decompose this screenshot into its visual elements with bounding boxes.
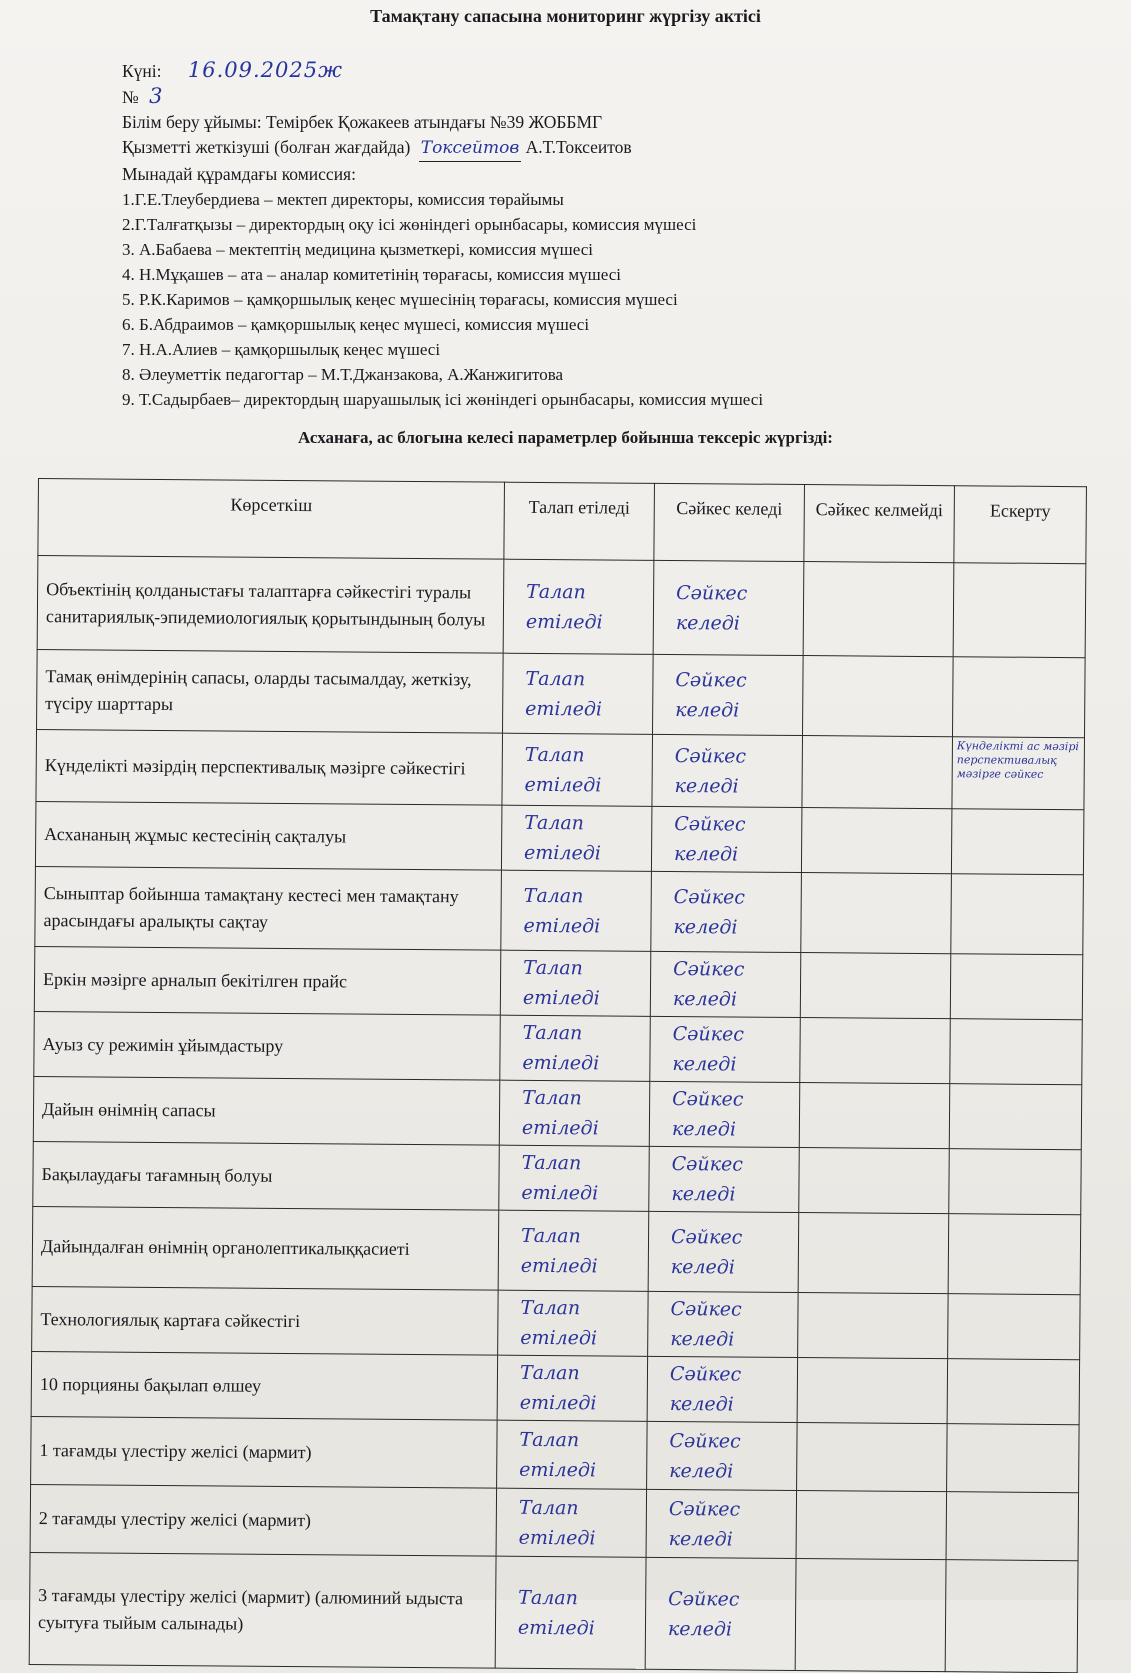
complies-cell: Сәйкес келеді	[648, 1211, 799, 1292]
date-row	[122, 58, 763, 84]
table-row	[37, 649, 1086, 737]
required-cell: Талап етіледі	[496, 1488, 647, 1557]
table-row	[32, 1206, 1081, 1294]
indicator-cell: 1 тағамды үлестіру желісі (мармит)	[31, 1416, 498, 1488]
table-row	[32, 1286, 1080, 1359]
note-cell	[946, 1492, 1079, 1561]
table-row	[34, 946, 1082, 1019]
organization-line: Білім беру ұйымы: Темірбек Қожакеев атындағы №39 ЖОББМГ	[122, 112, 603, 132]
required-cell: Талап етіледі	[501, 870, 652, 951]
member-item: 8. Әлеуметтік педагогтар – М.Т.Джанзакова, А.Жанжигитова	[122, 365, 564, 384]
required-cell: Талап етіледі	[500, 1015, 651, 1081]
note-cell	[948, 1294, 1081, 1360]
note-cell	[951, 874, 1084, 955]
member-item: 5. Р.К.Каримов – қамқоршылық кеңес мүшесінің төрағасы, комиссия мүшесі	[122, 290, 678, 309]
required-cell: Талап етіледі	[502, 733, 653, 806]
table-row	[34, 1011, 1082, 1084]
required-cell: Талап етіледі	[499, 1145, 650, 1211]
note-cell	[949, 1149, 1082, 1215]
date-value: 16.09.2025ж	[187, 58, 343, 82]
member-item: 1.Г.Е.Тлеубердиева – мектеп директоры, комиссия төрайымы	[122, 190, 564, 209]
supplier-name: А.Т.Токсеитов	[525, 137, 632, 157]
required-cell: Талап етіледі	[495, 1556, 646, 1669]
note-cell	[949, 1084, 1082, 1150]
required-cell: Талап етіледі	[497, 1355, 648, 1421]
indicator-cell: 2 тағамды үлестіру желісі (мармит)	[30, 1484, 497, 1556]
not-complies-cell	[799, 1083, 950, 1149]
table-row	[33, 1141, 1081, 1214]
note-cell	[952, 657, 1085, 738]
table-row	[31, 1416, 1080, 1492]
complies-cell: Сәйкес келеді	[649, 1081, 800, 1147]
inspection-subtitle: Асханаға, ас блогына келесі параметрлер бойынша тексеріс жүргізді:	[298, 428, 833, 447]
number-row	[122, 84, 763, 110]
not-complies-cell	[800, 953, 951, 1019]
note-cell	[947, 1359, 1080, 1425]
supplier-signature	[419, 135, 522, 162]
table-row	[31, 1351, 1079, 1424]
note-cell	[950, 954, 1083, 1020]
indicator-cell: Бақылаудағы тағамның болуы	[33, 1141, 499, 1210]
required-cell: Талап етіледі	[501, 805, 652, 871]
indicator-cell: Сыныптар бойынша тамақтану кестесі мен тамақтану арасындағы аралықты сақтау	[35, 866, 502, 950]
indicator-cell: Ауыз су режимін ұйымдастыру	[34, 1011, 500, 1080]
indicator-cell: 10 порцияны бақылап өлшеу	[31, 1351, 497, 1420]
note-cell	[945, 1560, 1078, 1673]
inspection-table	[29, 478, 1087, 1673]
required-cell: Талап етіледі	[498, 1210, 649, 1291]
indicator-cell: Технологиялық картаға сәйкестігі	[32, 1286, 498, 1355]
indicator-cell: Дайындалған өнімнің органолептикалыққасиеті	[32, 1206, 499, 1290]
note-cell	[953, 563, 1086, 658]
complies-cell: Сәйкес келеді	[648, 1291, 799, 1357]
member-item: 6. Б.Абдраимов – қамқоршылық кеңес мүшесі, комиссия мүшесі	[122, 315, 590, 334]
column-header-note: Ескерту	[954, 486, 1087, 564]
complies-cell: Сәйкес келеді	[651, 871, 802, 952]
complies-cell: Сәйкес келеді	[650, 1016, 801, 1082]
table-row	[29, 1552, 1078, 1672]
not-complies-cell	[797, 1422, 948, 1491]
complies-cell: Сәйкес келеді	[651, 806, 802, 872]
not-complies-cell	[803, 562, 954, 657]
complies-cell: Сәйкес келеді	[646, 1489, 797, 1558]
required-cell: Талап етіледі	[500, 950, 651, 1016]
note-cell	[951, 809, 1084, 875]
note-cell	[947, 1424, 1080, 1493]
number-label: №	[122, 87, 139, 107]
required-cell: Талап етіледі	[503, 653, 654, 734]
table-header-row	[38, 479, 1087, 564]
column-header-complies: Сәйкес келеді	[654, 483, 805, 561]
required-cell: Талап етіледі	[499, 1080, 650, 1146]
supplier-label: Қызметті жеткізуші (болған жағдайда)	[122, 137, 411, 157]
not-complies-cell	[802, 736, 953, 809]
indicator-cell: Күнделікті мәзірдің перспективалық мәзірге сәйкестігі	[36, 729, 503, 805]
complies-cell: Сәйкес келеді	[649, 1146, 800, 1212]
indicator-cell: Объектінің қолданыстағы талаптарға сәйкестігі туралы санитариялық-эпидемиологиялық қорытындының болуы	[37, 556, 504, 654]
table-row	[36, 729, 1085, 809]
not-complies-cell	[798, 1212, 949, 1293]
required-cell: Талап етіледі	[498, 1290, 649, 1356]
not-complies-cell	[795, 1558, 946, 1671]
supplier-row	[122, 135, 763, 162]
table-row	[35, 866, 1084, 954]
note-cell: Күнделікті ас мәзірі перспективалық мәзірге сәйкес	[952, 737, 1085, 810]
number-value: 3	[149, 84, 163, 108]
not-complies-cell	[801, 873, 952, 954]
indicator-cell: Тамақ өнімдерінің сапасы, оларды тасымалдау, жеткізу, түсіру шарттары	[37, 649, 504, 733]
member-item: 9. Т.Садырбаев– директордың шаруашылық ісі жөніндегі орынбасары, комиссия мүшесі	[122, 390, 764, 409]
required-cell: Талап етіледі	[497, 1420, 648, 1489]
indicator-cell: Асхананың жұмыс кестесінің сақталуы	[35, 801, 501, 870]
not-complies-cell	[796, 1490, 947, 1559]
document-title: Тамақтану сапасына мониторинг жүргізу актісі	[370, 6, 761, 26]
member-item: 2.Г.Талғатқызы – директордың оқу ісі жөніндегі орынбасары, комиссия мүшесі	[122, 215, 697, 234]
table-row	[30, 1484, 1079, 1560]
not-complies-cell	[800, 1018, 951, 1084]
indicator-cell: 3 тағамды үлестіру желісі (мармит) (алюминий ыдыста суытуға тыйым салынады)	[29, 1552, 496, 1668]
member-item: 4. Н.Мұқашев – ата – аналар комитетінің төрағасы, комиссия мүшесі	[122, 265, 621, 284]
complies-cell: Сәйкес келеді	[647, 1421, 798, 1490]
not-complies-cell	[801, 808, 952, 874]
complies-cell: Сәйкес келеді	[653, 654, 804, 735]
table-row	[33, 1076, 1081, 1149]
commission-members	[122, 187, 763, 412]
note-cell	[948, 1214, 1081, 1295]
table-row	[35, 801, 1083, 874]
table-row	[37, 556, 1086, 658]
commission-label: Мынадай құрамдағы комиссия:	[122, 164, 356, 184]
not-complies-cell	[799, 1147, 950, 1213]
date-label: Күні:	[122, 61, 162, 81]
column-header-required: Талап етіледі	[504, 482, 655, 560]
indicator-cell: Еркін мәзірге арналып бекітілген прайс	[34, 946, 500, 1015]
required-cell: Талап етіледі	[503, 559, 654, 654]
indicator-cell: Дайын өнімнің сапасы	[33, 1076, 499, 1145]
member-item: 7. Н.А.Алиев – қамқоршылық кеңес мүшесі	[122, 340, 441, 359]
signature-text: Токсейтов	[420, 138, 520, 158]
note-cell	[950, 1019, 1083, 1085]
document-header	[122, 58, 763, 412]
member-item: 3. А.Бабаева – мектептің медицина қызметкері, комиссия мүшесі	[122, 240, 594, 259]
complies-cell: Сәйкес келеді	[645, 1557, 796, 1670]
complies-cell: Сәйкес келеді	[652, 734, 803, 807]
complies-cell: Сәйкес келеді	[647, 1356, 798, 1422]
complies-cell: Сәйкес келеді	[653, 560, 804, 655]
not-complies-cell	[803, 656, 954, 737]
not-complies-cell	[797, 1357, 948, 1423]
column-header-indicator: Көрсеткіш	[38, 479, 505, 560]
not-complies-cell	[798, 1292, 949, 1358]
column-header-not-complies: Сәйкес келмейді	[804, 485, 955, 563]
complies-cell: Сәйкес келеді	[650, 951, 801, 1017]
